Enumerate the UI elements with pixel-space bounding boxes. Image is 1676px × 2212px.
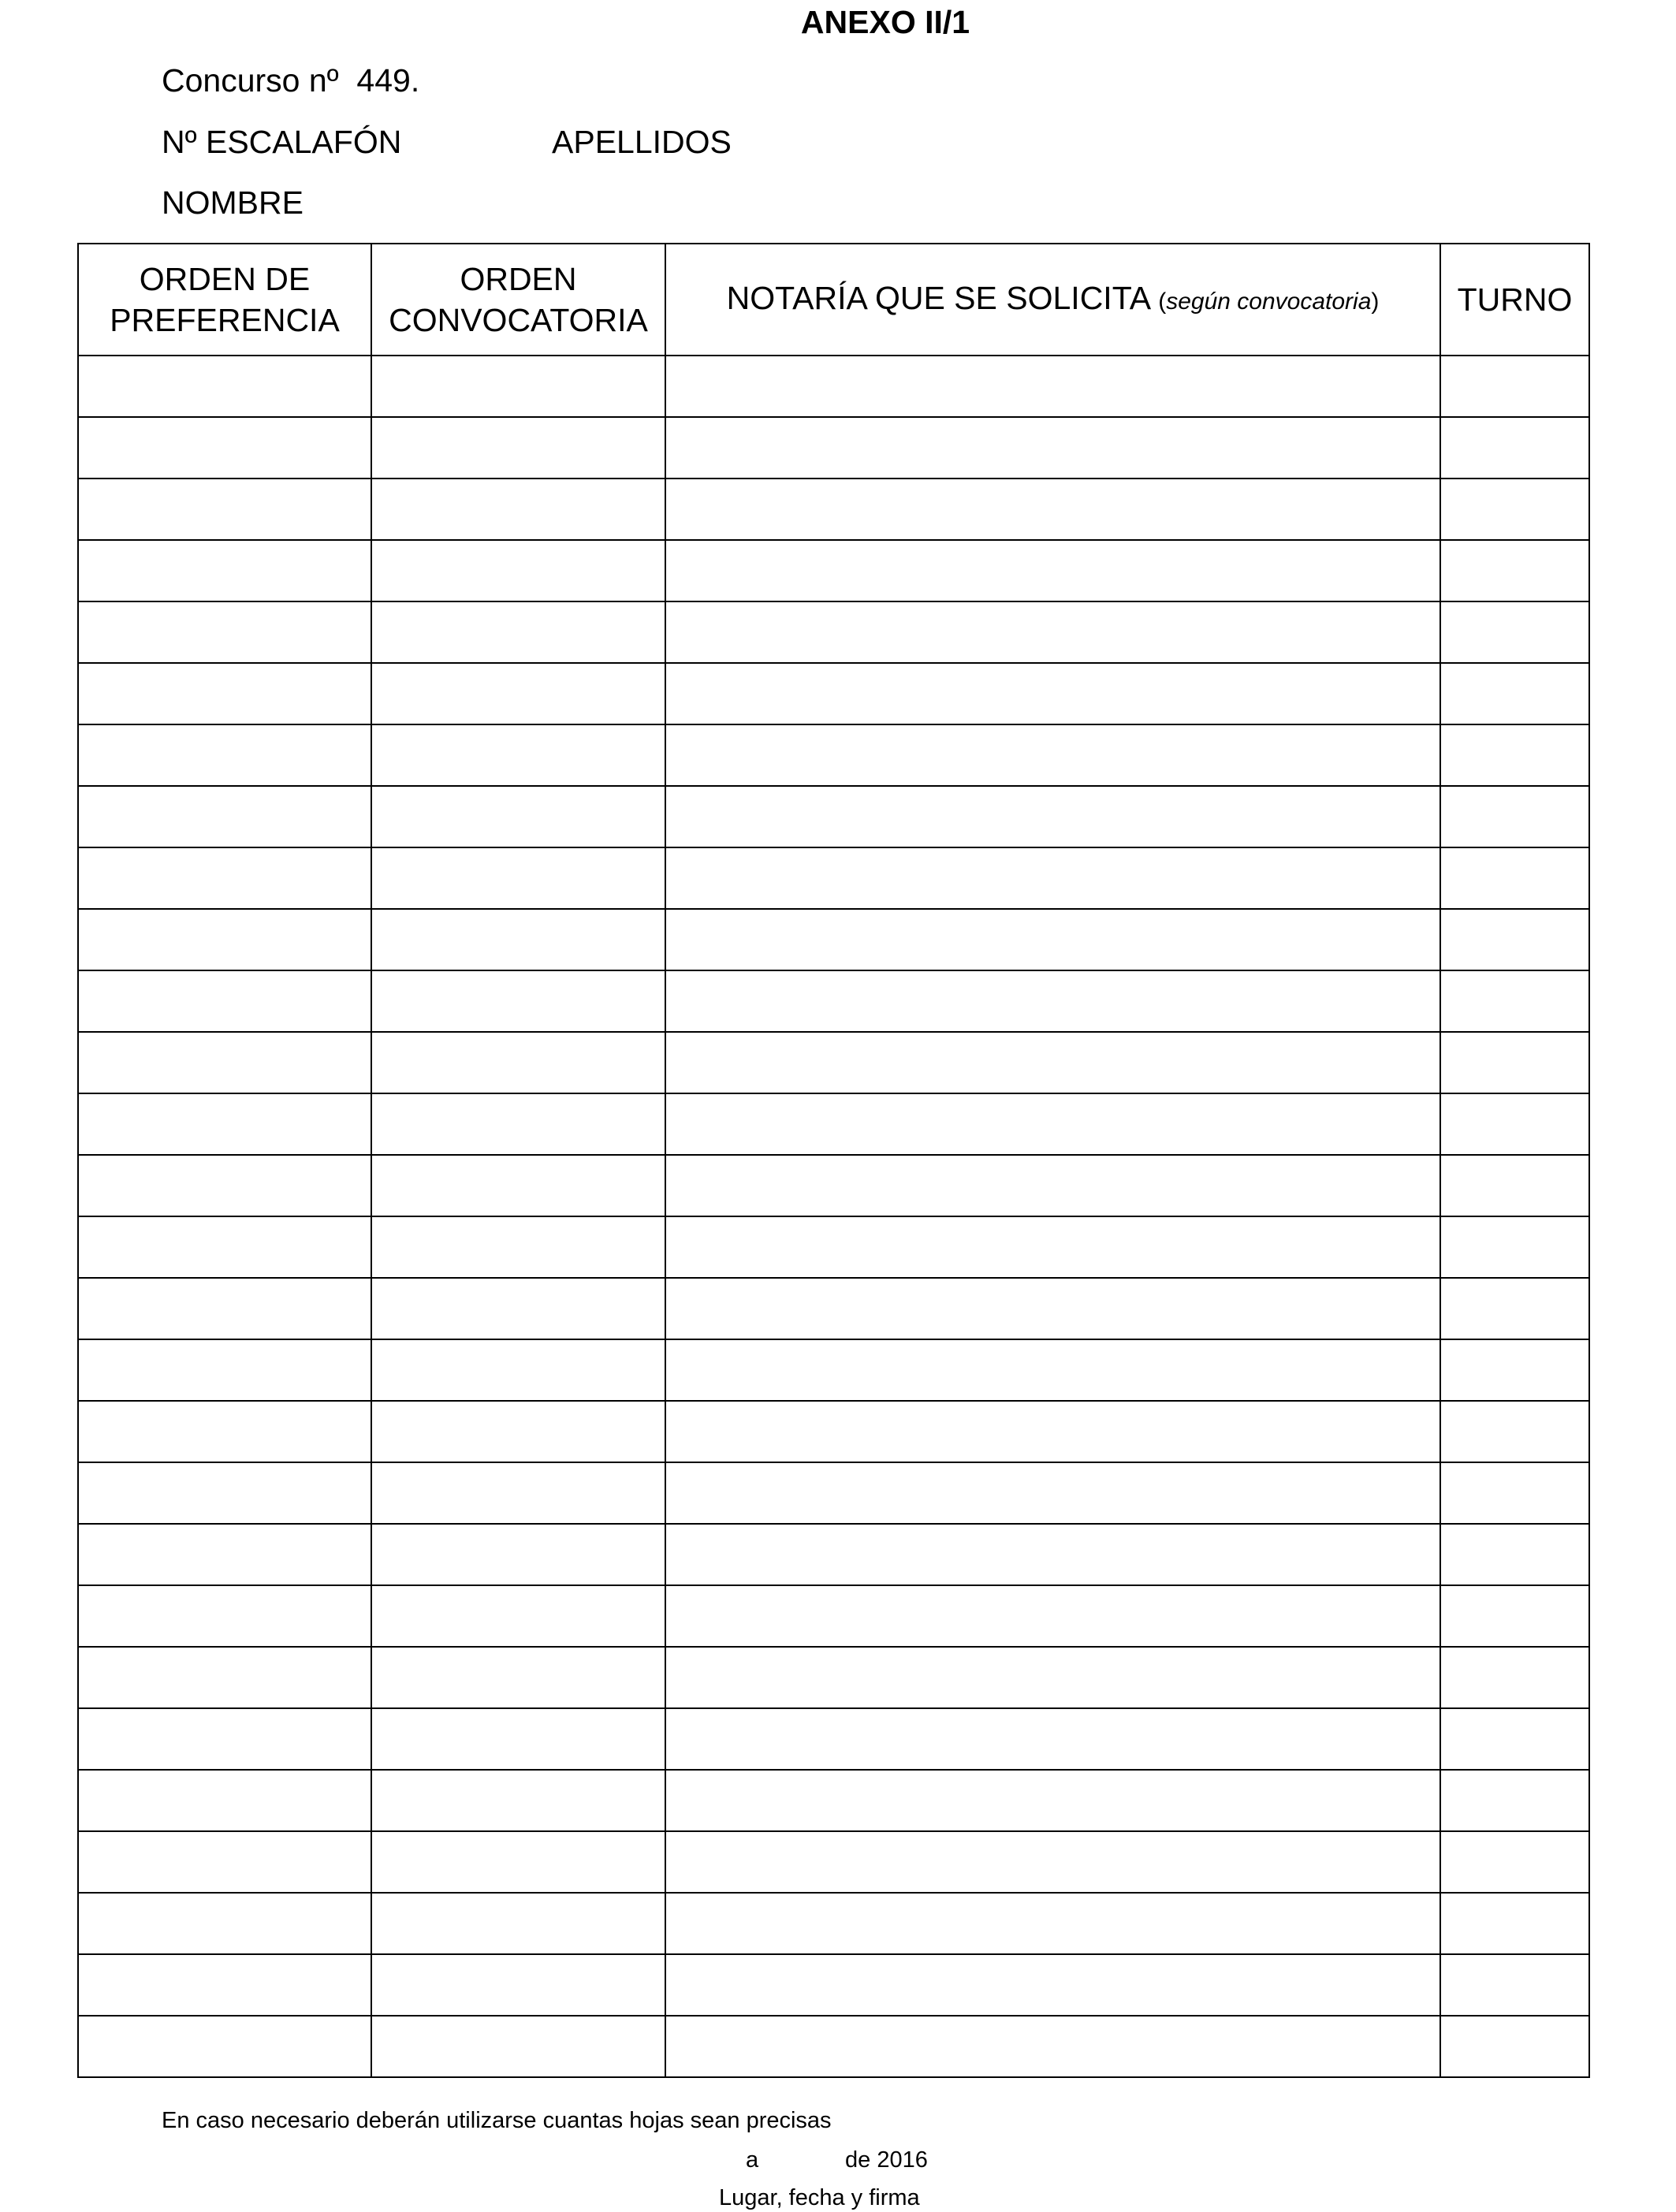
cell-turno[interactable] bbox=[1440, 1647, 1589, 1708]
table-row bbox=[78, 1585, 1589, 1647]
cell-orden-preferencia[interactable] bbox=[78, 1893, 371, 1954]
cell-orden-preferencia[interactable] bbox=[78, 1155, 371, 1216]
table-row bbox=[78, 970, 1589, 1032]
table-row bbox=[78, 1831, 1589, 1893]
cell-turno[interactable] bbox=[1440, 1585, 1589, 1647]
cell-orden-preferencia[interactable] bbox=[78, 909, 371, 970]
cell-orden-preferencia[interactable] bbox=[78, 540, 371, 601]
date-a-label: a bbox=[746, 2147, 759, 2173]
cell-orden-preferencia[interactable] bbox=[78, 1647, 371, 1708]
cell-notaria[interactable] bbox=[665, 479, 1440, 540]
cell-turno[interactable] bbox=[1440, 1339, 1589, 1401]
cell-turno[interactable] bbox=[1440, 847, 1589, 909]
cell-turno[interactable] bbox=[1440, 1462, 1589, 1524]
cell-turno[interactable] bbox=[1440, 1401, 1589, 1462]
table-row bbox=[78, 663, 1589, 724]
cell-orden-convocatoria[interactable] bbox=[371, 663, 665, 724]
apellidos-label: APELLIDOS bbox=[552, 124, 732, 160]
cell-orden-convocatoria[interactable] bbox=[371, 1770, 665, 1831]
cell-orden-preferencia[interactable] bbox=[78, 1770, 371, 1831]
cell-orden-preferencia[interactable] bbox=[78, 1524, 371, 1585]
cell-turno[interactable] bbox=[1440, 479, 1589, 540]
cell-orden-convocatoria[interactable] bbox=[371, 1032, 665, 1093]
cell-orden-preferencia[interactable] bbox=[78, 1954, 371, 2016]
table-header-row bbox=[78, 244, 1589, 356]
cell-notaria[interactable] bbox=[665, 1401, 1440, 1462]
header-orden-convocatoria bbox=[371, 244, 665, 356]
table-row bbox=[78, 1893, 1589, 1954]
cell-notaria[interactable] bbox=[665, 1893, 1440, 1954]
table-row bbox=[78, 847, 1589, 909]
cell-turno[interactable] bbox=[1440, 1524, 1589, 1585]
header-notaria-main: NOTARÍA QUE SE SOLICITA bbox=[726, 279, 1149, 316]
table-row bbox=[78, 540, 1589, 601]
cell-notaria[interactable] bbox=[665, 417, 1440, 479]
cell-notaria[interactable] bbox=[665, 1831, 1440, 1893]
cell-orden-convocatoria[interactable] bbox=[371, 786, 665, 847]
cell-orden-convocatoria[interactable] bbox=[371, 1093, 665, 1155]
table-row bbox=[78, 909, 1589, 970]
cell-orden-convocatoria[interactable] bbox=[371, 1401, 665, 1462]
cell-turno[interactable] bbox=[1440, 1708, 1589, 1770]
table-row bbox=[78, 1524, 1589, 1585]
header-notaria bbox=[665, 244, 1440, 356]
cell-notaria[interactable] bbox=[665, 847, 1440, 909]
cell-orden-convocatoria[interactable] bbox=[371, 1216, 665, 1278]
table-row bbox=[78, 1032, 1589, 1093]
cell-turno[interactable] bbox=[1440, 356, 1589, 417]
cell-notaria[interactable] bbox=[665, 1278, 1440, 1339]
signature-label: Lugar, fecha y firma bbox=[719, 2185, 920, 2210]
cell-orden-convocatoria[interactable] bbox=[371, 724, 665, 786]
cell-notaria[interactable] bbox=[665, 909, 1440, 970]
table-row bbox=[78, 1770, 1589, 1831]
table-row bbox=[78, 356, 1589, 417]
table-row bbox=[78, 1093, 1589, 1155]
cell-orden-convocatoria[interactable] bbox=[371, 1647, 665, 1708]
cell-orden-convocatoria[interactable] bbox=[371, 1155, 665, 1216]
cell-notaria[interactable] bbox=[665, 1954, 1440, 2016]
cell-notaria[interactable] bbox=[665, 786, 1440, 847]
cell-orden-convocatoria[interactable] bbox=[371, 847, 665, 909]
cell-notaria[interactable] bbox=[665, 724, 1440, 786]
cell-notaria[interactable] bbox=[665, 1093, 1440, 1155]
cell-orden-convocatoria[interactable] bbox=[371, 1585, 665, 1647]
cell-orden-convocatoria[interactable] bbox=[371, 2016, 665, 2077]
cell-notaria[interactable] bbox=[665, 601, 1440, 663]
table-row bbox=[78, 417, 1589, 479]
cell-turno[interactable] bbox=[1440, 1831, 1589, 1893]
cell-notaria[interactable] bbox=[665, 1585, 1440, 1647]
header-notaria-paren-open: ( bbox=[1158, 288, 1167, 315]
table-row bbox=[78, 786, 1589, 847]
table-row bbox=[78, 1647, 1589, 1708]
cell-notaria[interactable] bbox=[665, 1770, 1440, 1831]
cell-notaria[interactable] bbox=[665, 356, 1440, 417]
cell-notaria[interactable] bbox=[665, 1524, 1440, 1585]
header-turno: TURNO bbox=[1440, 244, 1589, 356]
cell-turno[interactable] bbox=[1440, 540, 1589, 601]
notaria-request-table bbox=[77, 243, 1590, 2078]
cell-orden-convocatoria[interactable] bbox=[371, 1893, 665, 1954]
cell-orden-preferencia[interactable] bbox=[78, 1585, 371, 1647]
cell-notaria[interactable] bbox=[665, 1155, 1440, 1216]
cell-orden-convocatoria[interactable] bbox=[371, 909, 665, 970]
cell-turno[interactable] bbox=[1440, 786, 1589, 847]
cell-orden-preferencia[interactable] bbox=[78, 1216, 371, 1278]
cell-turno[interactable] bbox=[1440, 1032, 1589, 1093]
table-row bbox=[78, 724, 1589, 786]
cell-turno[interactable] bbox=[1440, 1216, 1589, 1278]
cell-orden-preferencia[interactable] bbox=[78, 601, 371, 663]
header-notaria-note: según convocatoria bbox=[1166, 288, 1372, 315]
table-row bbox=[78, 1278, 1589, 1339]
footer-note: En caso necesario deberán utilizarse cuantas hojas sean precisas bbox=[162, 2108, 832, 2133]
cell-orden-preferencia[interactable] bbox=[78, 356, 371, 417]
table-row bbox=[78, 1155, 1589, 1216]
cell-orden-preferencia[interactable] bbox=[78, 479, 371, 540]
cell-notaria[interactable] bbox=[665, 1216, 1440, 1278]
cell-orden-preferencia[interactable] bbox=[78, 417, 371, 479]
cell-notaria[interactable] bbox=[665, 663, 1440, 724]
cell-notaria[interactable] bbox=[665, 970, 1440, 1032]
cell-orden-convocatoria[interactable] bbox=[371, 1278, 665, 1339]
cell-orden-preferencia[interactable] bbox=[78, 970, 371, 1032]
header-notaria-paren-close: ) bbox=[1371, 288, 1380, 315]
cell-turno[interactable] bbox=[1440, 601, 1589, 663]
table-row bbox=[78, 1216, 1589, 1278]
cell-turno[interactable] bbox=[1440, 909, 1589, 970]
cell-orden-convocatoria[interactable] bbox=[371, 479, 665, 540]
cell-notaria[interactable] bbox=[665, 1647, 1440, 1708]
date-year-label: de 2016 bbox=[845, 2147, 928, 2173]
cell-orden-convocatoria[interactable] bbox=[371, 1708, 665, 1770]
cell-orden-convocatoria[interactable] bbox=[371, 417, 665, 479]
header-orden-convocatoria-line1: ORDEN bbox=[460, 261, 577, 297]
cell-turno[interactable] bbox=[1440, 1093, 1589, 1155]
cell-notaria[interactable] bbox=[665, 2016, 1440, 2077]
cell-orden-convocatoria[interactable] bbox=[371, 1524, 665, 1585]
cell-orden-preferencia[interactable] bbox=[78, 663, 371, 724]
document-title: ANEXO II/1 bbox=[800, 4, 970, 40]
table-row bbox=[78, 1401, 1589, 1462]
cell-turno[interactable] bbox=[1440, 1278, 1589, 1339]
cell-turno[interactable] bbox=[1440, 1893, 1589, 1954]
header-orden-convocatoria-line2: CONVOCATORIA bbox=[389, 302, 648, 338]
cell-orden-preferencia[interactable] bbox=[78, 1708, 371, 1770]
cell-orden-preferencia[interactable] bbox=[78, 786, 371, 847]
table-row bbox=[78, 1339, 1589, 1401]
cell-orden-convocatoria[interactable] bbox=[371, 601, 665, 663]
concurso-label: Concurso nº 449. bbox=[162, 62, 420, 99]
cell-orden-preferencia[interactable] bbox=[78, 1093, 371, 1155]
table-row bbox=[78, 1708, 1589, 1770]
cell-notaria[interactable] bbox=[665, 1708, 1440, 1770]
cell-orden-convocatoria[interactable] bbox=[371, 1954, 665, 2016]
cell-orden-preferencia[interactable] bbox=[78, 1278, 371, 1339]
cell-turno[interactable] bbox=[1440, 970, 1589, 1032]
cell-orden-preferencia[interactable] bbox=[78, 847, 371, 909]
cell-turno[interactable] bbox=[1440, 663, 1589, 724]
cell-turno[interactable] bbox=[1440, 417, 1589, 479]
cell-turno[interactable] bbox=[1440, 1155, 1589, 1216]
header-orden-preferencia bbox=[78, 244, 371, 356]
cell-notaria[interactable] bbox=[665, 1339, 1440, 1401]
table-row bbox=[78, 1954, 1589, 2016]
cell-orden-preferencia[interactable] bbox=[78, 1032, 371, 1093]
cell-orden-preferencia[interactable] bbox=[78, 2016, 371, 2077]
cell-turno[interactable] bbox=[1440, 1954, 1589, 2016]
cell-orden-preferencia[interactable] bbox=[78, 1831, 371, 1893]
escalafon-label: Nº ESCALAFÓN bbox=[162, 124, 402, 160]
cell-orden-convocatoria[interactable] bbox=[371, 1339, 665, 1401]
table-row bbox=[78, 1462, 1589, 1524]
cell-orden-preferencia[interactable] bbox=[78, 1401, 371, 1462]
cell-turno[interactable] bbox=[1440, 1770, 1589, 1831]
cell-orden-convocatoria[interactable] bbox=[371, 540, 665, 601]
cell-notaria[interactable] bbox=[665, 1462, 1440, 1524]
cell-orden-convocatoria[interactable] bbox=[371, 970, 665, 1032]
cell-notaria[interactable] bbox=[665, 540, 1440, 601]
cell-orden-preferencia[interactable] bbox=[78, 724, 371, 786]
table-row bbox=[78, 479, 1589, 540]
header-orden-preferencia-line1: ORDEN DE bbox=[139, 261, 311, 297]
cell-orden-preferencia[interactable] bbox=[78, 1339, 371, 1401]
table-body bbox=[78, 356, 1589, 2077]
header-orden-preferencia-line2: PREFERENCIA bbox=[110, 302, 340, 338]
cell-orden-preferencia[interactable] bbox=[78, 1462, 371, 1524]
cell-orden-convocatoria[interactable] bbox=[371, 1462, 665, 1524]
nombre-label: NOMBRE bbox=[162, 184, 304, 221]
cell-turno[interactable] bbox=[1440, 2016, 1589, 2077]
cell-notaria[interactable] bbox=[665, 1032, 1440, 1093]
cell-orden-convocatoria[interactable] bbox=[371, 1831, 665, 1893]
table-row bbox=[78, 601, 1589, 663]
cell-turno[interactable] bbox=[1440, 724, 1589, 786]
table-row bbox=[78, 2016, 1589, 2077]
cell-orden-convocatoria[interactable] bbox=[371, 356, 665, 417]
